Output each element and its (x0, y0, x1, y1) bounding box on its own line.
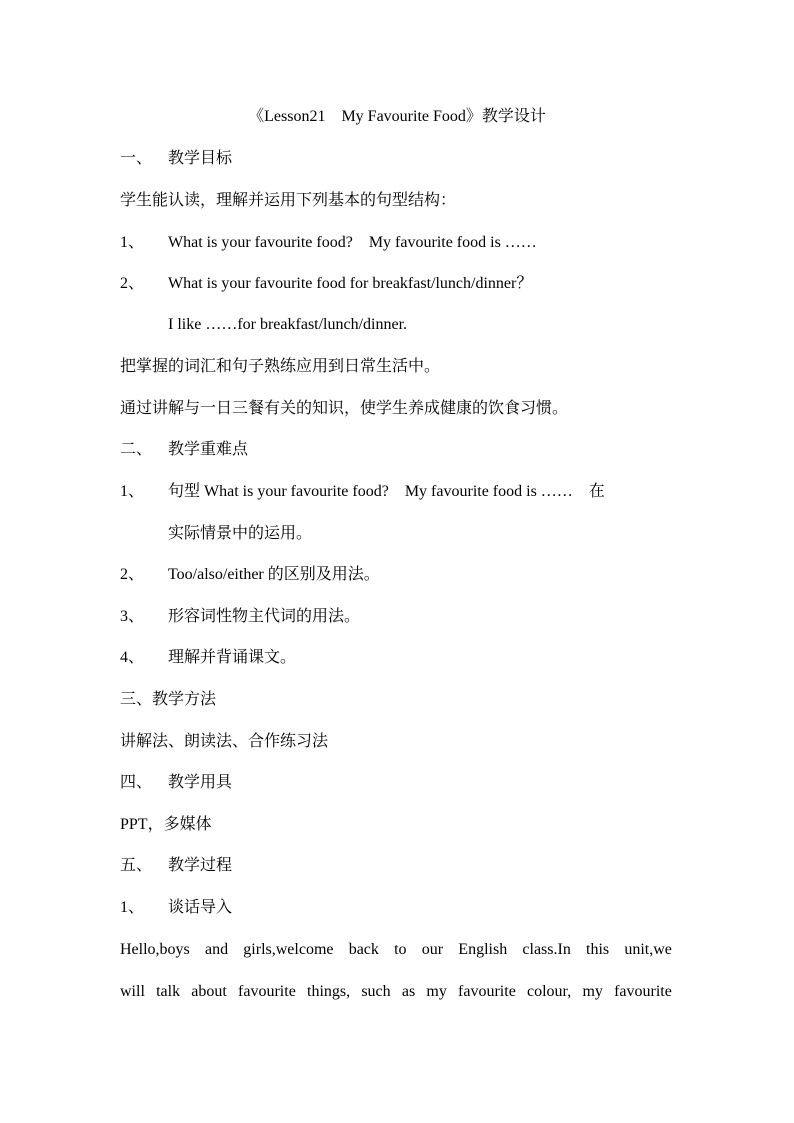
paragraph-line (120, 940, 672, 960)
word: favourite (238, 983, 296, 1000)
section3-heading: 三、教学方法 (120, 691, 217, 708)
word: things, (307, 983, 351, 1000)
section4-number: 四、 (120, 774, 153, 791)
list-item: 形容词性物主代词的用法。 (168, 608, 361, 625)
word: such (361, 983, 391, 1000)
section2-heading: 教学重难点 (168, 441, 249, 458)
section4-heading: 教学用具 (168, 774, 233, 791)
list-item-number: 2、 (120, 275, 145, 292)
document-title: 《Lesson21 My Favourite Food》教学设计 (248, 108, 546, 125)
list-item-number: 1、 (120, 483, 145, 500)
word: my (426, 983, 447, 1000)
list-item-continuation: 实际情景中的运用。 (168, 525, 313, 542)
section5-heading: 教学过程 (168, 857, 233, 874)
section1-number: 一、 (120, 150, 153, 167)
section1-heading: 教学目标 (168, 150, 233, 167)
list-item: What is your favourite food for breakfast/lunch/dinner？ (168, 275, 533, 292)
list-item: 句型 What is your favourite food? My favourite food is …… 在 (168, 483, 605, 500)
word: colour, (527, 983, 572, 1000)
word: unit,we (624, 941, 672, 958)
word: our (421, 941, 444, 958)
section2-number: 二、 (120, 441, 153, 458)
word: favourite (458, 983, 516, 1000)
list-item-number: 3、 (120, 608, 145, 625)
list-item: What is your favourite food? My favourite food is …… (168, 234, 537, 251)
list-item-number: 2、 (120, 566, 145, 583)
list-item: Too/also/either 的区别及用法。 (168, 566, 380, 583)
word: back (348, 941, 379, 958)
list-item-number: 1、 (120, 234, 145, 251)
word: will (120, 983, 145, 1000)
list-item-continuation: I like ……for breakfast/lunch/dinner. (168, 316, 408, 333)
list-item: 理解并背诵课文。 (168, 649, 297, 666)
step-heading: 谈话导入 (168, 899, 233, 916)
word: English (458, 941, 508, 958)
word: my (582, 983, 603, 1000)
section5-number: 五、 (120, 857, 153, 874)
word: as (401, 983, 416, 1000)
word: class.In (522, 941, 571, 958)
word: talk (156, 983, 181, 1000)
word: Hello,boys (120, 941, 190, 958)
paragraph: 讲解法、朗读法、合作练习法 (120, 733, 329, 750)
paragraph: PPT，多媒体 (120, 816, 212, 833)
word: favourite (614, 983, 672, 1000)
word: about (191, 983, 227, 1000)
paragraph-line (120, 982, 672, 1002)
word: and (204, 941, 229, 958)
step-number: 1、 (120, 899, 145, 916)
paragraph: 通过讲解与一日三餐有关的知识，使学生养成健康的饮食习惯。 (120, 400, 569, 417)
section1-intro: 学生能认读，理解并运用下列基本的句型结构： (120, 192, 457, 209)
list-item-number: 4、 (120, 649, 145, 666)
paragraph: 把掌握的词汇和句子熟练应用到日常生活中。 (120, 358, 441, 375)
word: this (586, 941, 610, 958)
word: girls,welcome (243, 941, 334, 958)
word: to (394, 941, 407, 958)
